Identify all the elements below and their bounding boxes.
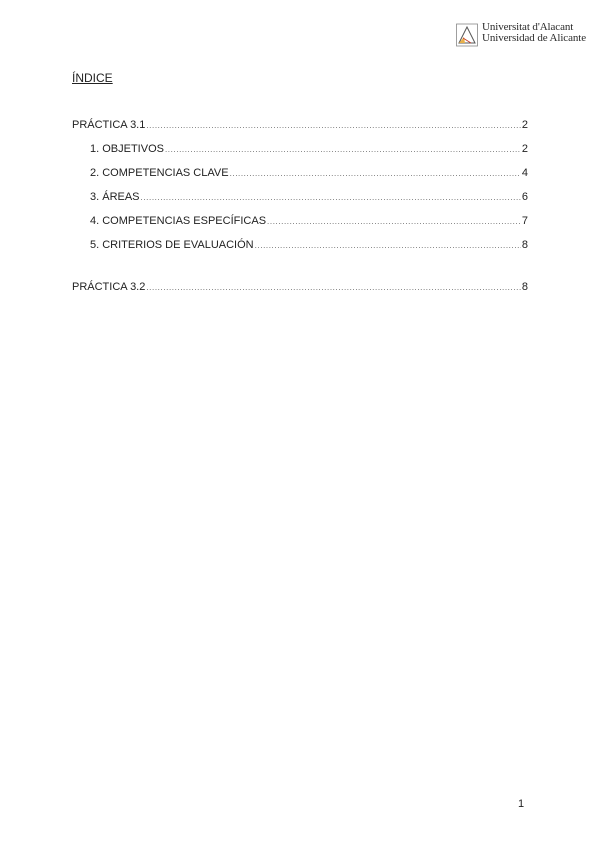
toc-entry-label: 5. CRITERIOS DE EVALUACIÓN [90, 239, 254, 251]
toc-entry-label: PRÁCTICA 3.1 [72, 119, 146, 131]
toc-entry-page: 7 [521, 215, 528, 227]
table-of-contents [72, 118, 528, 304]
toc-entry-criterios-evaluacion[interactable] [72, 238, 528, 262]
toc-entry-practica-3-1[interactable] [72, 118, 528, 142]
toc-leader-dots [146, 281, 521, 295]
toc-entry-page: 2 [521, 143, 528, 155]
logo-line-1: Universitat d'Alacant [482, 21, 574, 33]
toc-entry-page: 4 [521, 167, 528, 179]
toc-entry-objetivos[interactable] [72, 142, 528, 166]
toc-entry-practica-3-2[interactable] [72, 280, 528, 304]
toc-entry-label: 1. OBJETIVOS [90, 143, 164, 155]
toc-entry-label: 4. COMPETENCIAS ESPECÍFICAS [90, 215, 267, 227]
toc-entry-competencias-especificas[interactable] [72, 214, 528, 238]
toc-entry-page: 6 [521, 191, 528, 203]
index-title: ÍNDICE [72, 71, 113, 85]
toc-leader-dots [230, 167, 521, 181]
toc-entry-label: PRÁCTICA 3.2 [72, 281, 146, 293]
toc-leader-dots [146, 119, 521, 133]
toc-leader-dots [141, 191, 521, 205]
logo-line-2: Universidad de Alicante [482, 32, 586, 44]
toc-entry-label: 2. COMPETENCIAS CLAVE [90, 167, 229, 179]
toc-leader-dots [267, 215, 521, 229]
university-logo [456, 22, 586, 48]
toc-entry-page: 8 [521, 239, 528, 251]
toc-entry-label: 3. ÁREAS [90, 191, 140, 203]
toc-entry-competencias-clave[interactable] [72, 166, 528, 190]
page-number: 1 [518, 798, 525, 810]
toc-leader-dots [165, 143, 521, 157]
toc-entry-page: 8 [521, 281, 528, 293]
toc-entry-areas[interactable] [72, 190, 528, 214]
toc-leader-dots [255, 239, 521, 253]
university-emblem-icon [456, 22, 478, 48]
toc-entry-page: 2 [521, 119, 528, 131]
